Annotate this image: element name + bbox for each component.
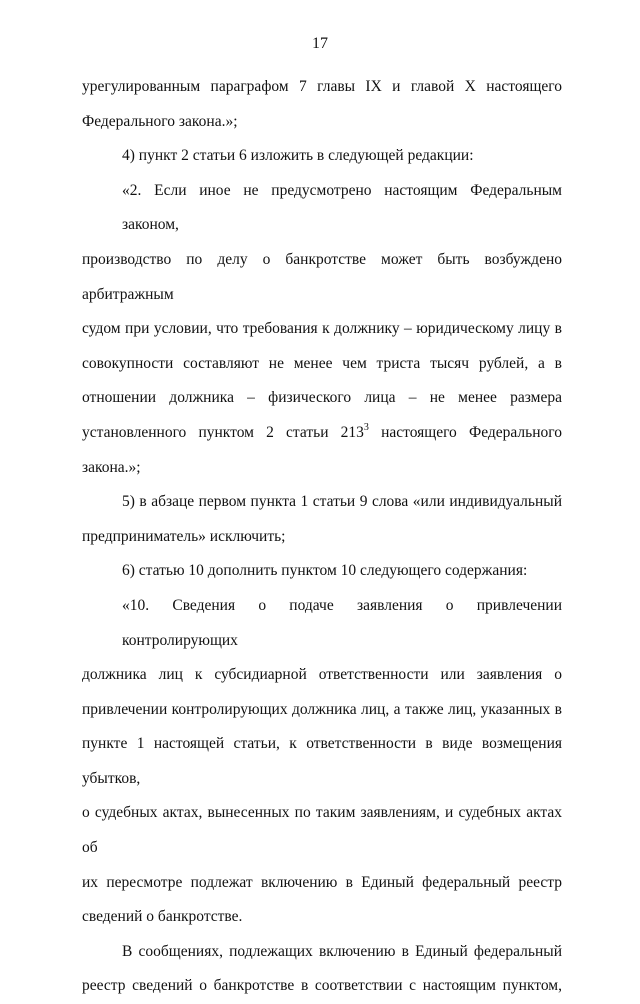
text-line: реестр сведений о банкротстве в соответствии с настоящим пунктом, bbox=[82, 977, 562, 995]
paragraph-quoted-point-2 bbox=[82, 174, 562, 485]
superscript: 3 bbox=[363, 421, 369, 433]
paragraph-item-6 bbox=[82, 554, 562, 589]
text-line: предприниматель» исключить; bbox=[82, 527, 286, 545]
text-line: В сообщениях, подлежащих включению в Единый федеральный bbox=[122, 942, 562, 960]
text-fragment: установленного пунктом 2 статьи 213 bbox=[82, 423, 364, 441]
text-line: совокупности составляют не менее чем триста тысяч рублей, а в bbox=[82, 354, 562, 372]
text-line: сведений о банкротстве. bbox=[82, 908, 243, 926]
text-line-with-superscript bbox=[82, 416, 562, 485]
text-line: отношении должника – физического лица – не менее размера bbox=[82, 389, 562, 407]
page-number: 17 bbox=[312, 35, 328, 52]
text-fragment: настоящего Федерального закона.»; bbox=[82, 423, 562, 476]
text-line: их пересмотре подлежат включению в Единый федеральный реестр bbox=[82, 873, 562, 891]
text-line: 4) пункт 2 статьи 6 изложить в следующей редакции: bbox=[122, 147, 474, 165]
document-body bbox=[82, 70, 562, 1004]
text-line: «2. Если иное не предусмотрено настоящим Федеральным законом, bbox=[122, 181, 562, 234]
text-line: Федерального закона.»; bbox=[82, 112, 238, 130]
text-line: о судебных актах, вынесенных по таким заявлениям, и судебных актах об bbox=[82, 804, 562, 857]
paragraph-quoted-point-10 bbox=[82, 589, 562, 935]
text-line: урегулированным параграфом 7 главы IX и главой X настоящего bbox=[82, 78, 562, 95]
paragraph-messages bbox=[82, 935, 562, 1004]
text-line: 5) в абзаце первом пункта 1 статьи 9 слова «или индивидуальный bbox=[122, 493, 562, 511]
text-line: пункте 1 настоящей статьи, к ответственности в виде возмещения убытков, bbox=[82, 735, 562, 787]
text-line: судом при условии, что требования к должнику – юридическому лицу в bbox=[82, 320, 562, 338]
text-line: должника лиц к субсидиарной ответственности или заявления о bbox=[82, 666, 562, 684]
text-line: привлечении контролирующих должника лиц, а также лиц, указанных в bbox=[82, 700, 562, 718]
paragraph-item-5 bbox=[82, 485, 562, 554]
text-line: 6) статью 10 дополнить пунктом 10 следующего содержания: bbox=[122, 562, 528, 580]
paragraph-item-4 bbox=[82, 139, 562, 174]
text-line: «10. Сведения о подаче заявления о привлечении контролирующих bbox=[122, 596, 562, 649]
text-line: производство по делу о банкротстве может быть возбуждено арбитражным bbox=[82, 250, 562, 303]
paragraph-continuation bbox=[82, 70, 562, 139]
